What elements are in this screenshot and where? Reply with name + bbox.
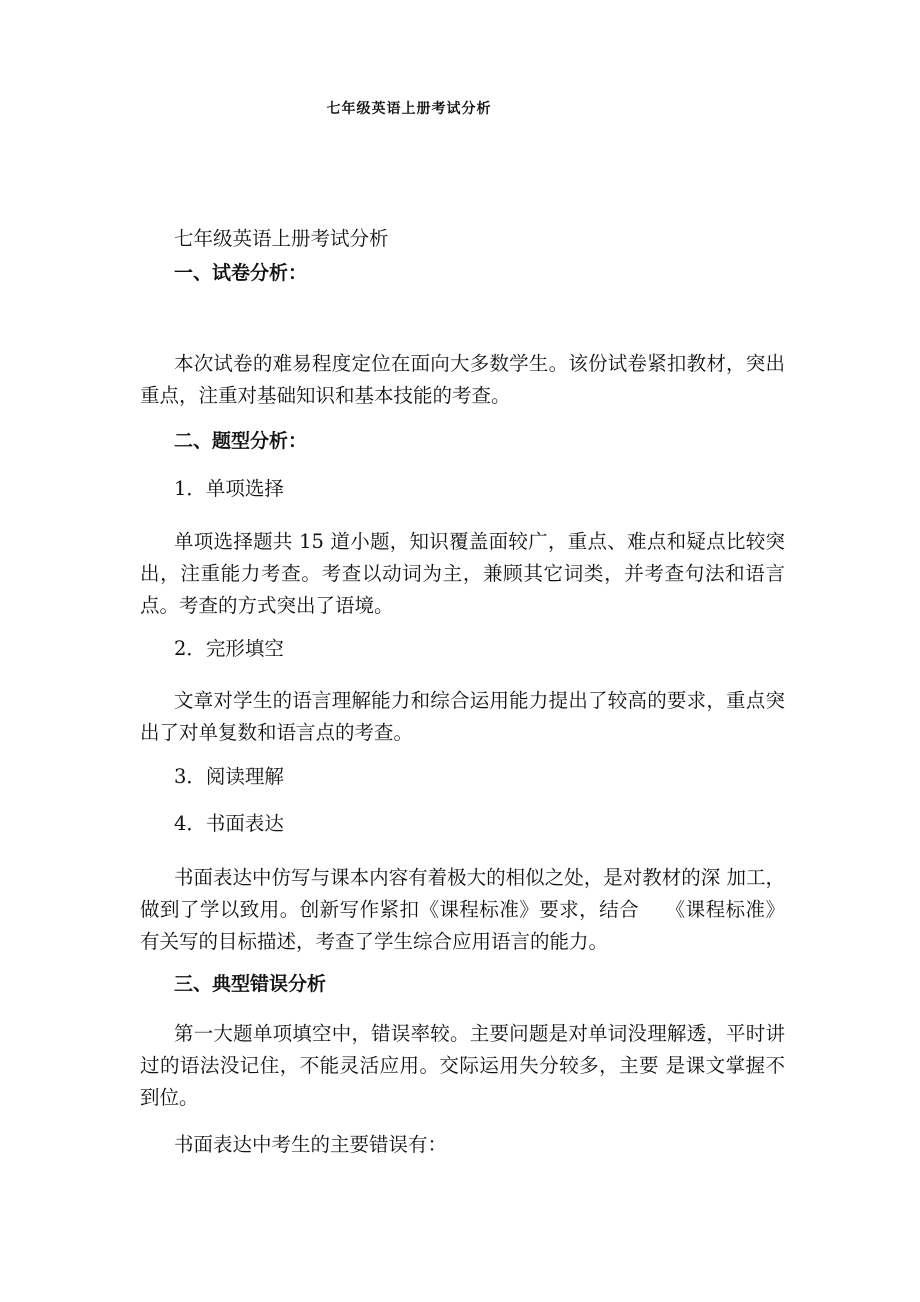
paragraph-typical-errors: 第一大题单项填空中，错误率较。主要问题是对单词没理解透，平时讲过的语法没记住，不能灵活应用。交际运用失分较多，主要 是课文掌握不到位。 <box>140 1022 785 1109</box>
item-title-writing: 4．书面表达 <box>174 812 284 835</box>
item-title-cloze: 2．完形填空 <box>174 637 284 660</box>
paragraph-single-choice: 单项选择题共 15 道小题，知识覆盖面较广，重点、难点和疑点比较突出，注重能力考查。考查以动词为主，兼顾其它词类，并考查句法和语言点。考查的方式突出了语境。 <box>140 530 785 617</box>
paragraph-paper-analysis: 本次试卷的难易程度定位在面向大多数学生。该份试卷紧扣教材，突出重点，注重对基础知识和基本技能的考查。 <box>140 352 785 407</box>
paragraph-cloze: 文章对学生的语言理解能力和综合运用能力提出了较高的要求，重点突出了对单复数和语言点的考查。 <box>140 689 785 744</box>
item-title-reading: 3．阅读理解 <box>174 765 284 788</box>
section-heading-question-types: 二、题型分析： <box>174 430 308 452</box>
writing-errors-intro: 书面表达中考生的主要错误有： <box>174 1133 448 1156</box>
document-title: 七年级英语上册考试分析 <box>174 227 389 250</box>
page-header: 七年级英语上册考试分析 <box>326 101 492 117</box>
section-heading-typical-errors: 三、典型错误分析 <box>174 973 327 995</box>
section-heading-paper-analysis: 一、试卷分析： <box>174 262 308 284</box>
item-title-single-choice: 1．单项选择 <box>174 477 284 500</box>
paragraph-writing: 书面表达中仿写与课本内容有着极大的相似之处，是对教材的深 加工，做到了学以致用。创新写作紧扣《课程标准》要求，结合 《课程标准》有关写的目标描述，考查了学生综合应用语言的能力。 <box>140 866 785 953</box>
